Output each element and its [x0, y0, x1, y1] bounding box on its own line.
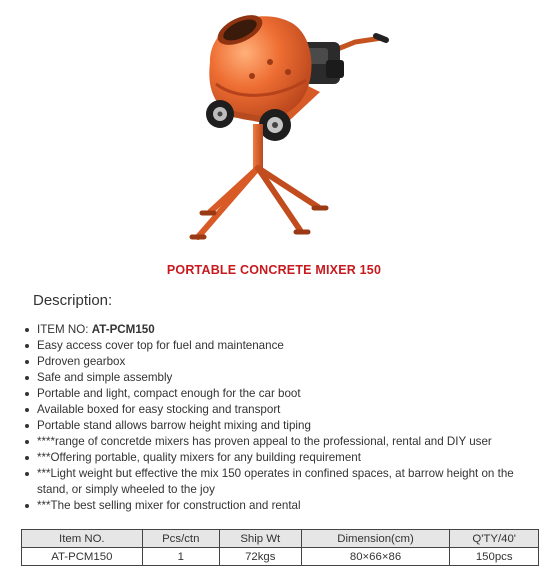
cell-ship-wt: 72kgs	[219, 548, 301, 566]
product-title: PORTABLE CONCRETE MIXER 150	[166, 263, 382, 277]
list-item-item-no	[24, 322, 544, 338]
list-item: ***Offering portable, quality mixers for any building requirement	[24, 450, 544, 466]
header-ship-wt: Ship Wt	[219, 530, 301, 548]
list-item: Portable and light, compact enough for the car boot	[24, 386, 544, 402]
feature-list	[24, 322, 544, 514]
list-item: Easy access cover top for fuel and maintenance	[24, 338, 544, 354]
item-no-label: ITEM NO:	[37, 323, 92, 336]
cell-qty: 150pcs	[450, 548, 539, 566]
cell-item-no: AT-PCM150	[22, 548, 143, 566]
list-item: Pdroven gearbox	[24, 354, 544, 370]
concrete-mixer-image	[150, 2, 400, 242]
header-dimension: Dimension(cm)	[301, 530, 450, 548]
item-no-value: AT-PCM150	[91, 323, 155, 336]
list-item: ***Light weight but effective the mix 150 operates in confined spaces, at barrow height on the stand, or simply wheeled to the joy	[24, 466, 544, 498]
list-item: Available boxed for easy stocking and transport	[24, 402, 544, 418]
description-heading: Description:	[33, 292, 113, 309]
header-item-no: Item NO.	[22, 530, 143, 548]
list-item: ****range of concretde mixers has proven appeal to the professional, rental and DIY user	[24, 434, 544, 450]
table-row	[22, 548, 539, 566]
header-qty: Q'TY/40'	[450, 530, 539, 548]
cell-pcs-ctn: 1	[142, 548, 219, 566]
list-item: Portable stand allows barrow height mixing and tiping	[24, 418, 544, 434]
spec-table	[21, 529, 539, 566]
header-pcs-ctn: Pcs/ctn	[142, 530, 219, 548]
table-header-row	[22, 530, 539, 548]
cell-dimension: 80×66×86	[301, 548, 450, 566]
list-item: Safe and simple assembly	[24, 370, 544, 386]
list-item: ***The best selling mixer for construction and rental	[24, 498, 544, 514]
